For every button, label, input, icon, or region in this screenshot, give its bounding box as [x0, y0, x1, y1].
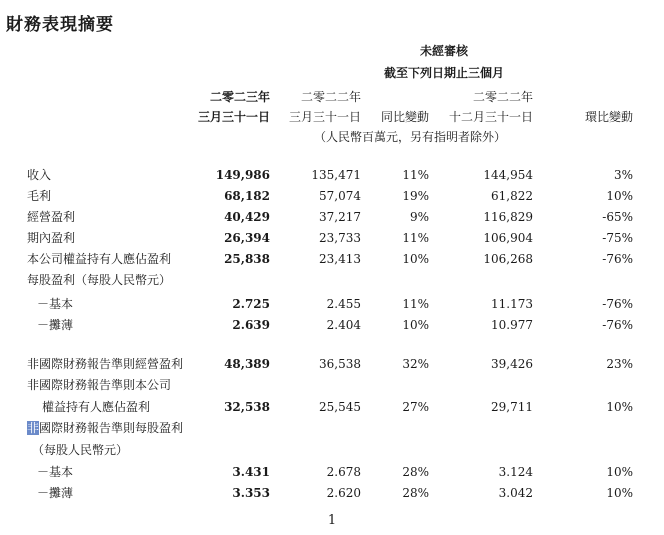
cell-yoy: 27% — [402, 400, 429, 414]
cell-2023q1: 149,986 — [215, 168, 270, 182]
col2-header-line1: 二零二二年 — [300, 90, 361, 104]
cell-qoq: -76% — [602, 297, 633, 311]
table-row — [0, 462, 664, 482]
cell-2023q1: 48,389 — [224, 357, 270, 371]
row-label-rest: 國際財務報告準則每股盈利 — [39, 421, 184, 435]
cell-2022q1: 2.678 — [326, 465, 361, 479]
row-label: 非國際財務報告準則經營盈利 — [27, 357, 184, 371]
table-row — [0, 249, 664, 269]
cell-2022q1: 2.404 — [326, 318, 361, 332]
cell-2022q1: 57,074 — [319, 189, 361, 203]
row-label: －攤薄 — [37, 486, 74, 500]
text-selection[interactable]: 非 — [27, 421, 40, 435]
col4-header-line2: 十二月三十一日 — [448, 110, 533, 124]
cell-yoy: 10% — [402, 318, 429, 332]
table-row — [0, 294, 664, 314]
cell-2022q1: 135,471 — [311, 168, 361, 182]
row-label: －攤薄 — [37, 318, 74, 332]
cell-2023q1: 26,394 — [224, 231, 270, 245]
col2-header-line2: 三月三十一日 — [288, 110, 361, 124]
unit-note: （人民幣百萬元，另有指明者除外） — [313, 130, 506, 144]
cell-qoq: -65% — [602, 210, 633, 224]
row-label: 非國際財務報告準則本公司 — [27, 378, 172, 392]
cell-yoy: 11% — [402, 297, 429, 311]
cell-2023q1: 2.639 — [232, 318, 270, 332]
row-label: 毛利 — [27, 189, 52, 203]
cell-2022q4: 10.977 — [491, 318, 533, 332]
cell-yoy: 19% — [402, 189, 429, 203]
table-row — [0, 315, 664, 335]
cell-2022q1: 25,545 — [319, 400, 361, 414]
row-label: 本公司權益持有人應佔盈利 — [27, 252, 172, 266]
table-row — [0, 397, 664, 417]
cell-2023q1: 68,182 — [224, 189, 270, 203]
table-row — [0, 186, 664, 206]
cell-qoq: 10% — [606, 486, 633, 500]
cell-qoq: 23% — [606, 357, 633, 371]
cell-2022q1: 23,413 — [319, 252, 361, 266]
cell-2022q4: 11.173 — [491, 297, 533, 311]
cell-2023q1: 40,429 — [224, 210, 270, 224]
cell-2023q1: 3.353 — [232, 486, 270, 500]
cell-2022q1: 23,733 — [319, 231, 361, 245]
cell-2023q1: 25,838 — [224, 252, 270, 266]
cell-2022q1: 36,538 — [319, 357, 361, 371]
table-row — [0, 418, 664, 438]
row-label: 權益持有人應佔盈利 — [42, 400, 151, 414]
row-label: －基本 — [37, 297, 74, 311]
cell-yoy: 32% — [402, 357, 429, 371]
col3-header: 同比變動 — [380, 110, 429, 124]
cell-2022q4: 106,904 — [483, 231, 533, 245]
cell-2022q4: 3.124 — [498, 465, 533, 479]
row-label[interactable] — [27, 418, 183, 438]
table-row — [0, 483, 664, 503]
cell-qoq: -76% — [602, 252, 633, 266]
cell-yoy: 11% — [402, 168, 429, 182]
col1-header-line1: 二零二三年 — [209, 90, 270, 104]
cell-yoy: 11% — [402, 231, 429, 245]
cell-qoq: 10% — [606, 189, 633, 203]
cell-yoy: 28% — [402, 465, 429, 479]
table-row — [0, 165, 664, 185]
cell-qoq: 10% — [606, 400, 633, 414]
table-row — [0, 375, 664, 395]
cell-2022q1: 37,217 — [319, 210, 361, 224]
col4-header-line1: 二零二二年 — [472, 90, 533, 104]
row-label: 收入 — [27, 168, 52, 182]
cell-2022q4: 144,954 — [483, 168, 533, 182]
cell-2022q4: 39,426 — [491, 357, 533, 371]
cell-qoq: -75% — [602, 231, 633, 245]
cell-2022q1: 2.455 — [326, 297, 361, 311]
cell-qoq: 3% — [613, 168, 633, 182]
cell-qoq: 10% — [606, 465, 633, 479]
table-row — [0, 270, 664, 290]
cell-qoq: -76% — [602, 318, 633, 332]
cell-yoy: 9% — [409, 210, 429, 224]
row-label: 經營盈利 — [27, 210, 76, 224]
col1-header-line2: 三月三十一日 — [197, 110, 270, 124]
cell-2023q1: 2.725 — [232, 297, 270, 311]
cell-2022q4: 116,829 — [483, 210, 533, 224]
cell-yoy: 28% — [402, 486, 429, 500]
cell-2023q1: 32,538 — [224, 400, 270, 414]
cell-2022q4: 106,268 — [483, 252, 533, 266]
cell-2022q4: 29,711 — [491, 400, 533, 414]
cell-yoy: 10% — [402, 252, 429, 266]
table-row — [0, 354, 664, 374]
cell-2022q1: 2.620 — [326, 486, 361, 500]
header-period: 截至下列日期止三個月 — [383, 66, 504, 80]
table-row — [0, 207, 664, 227]
row-label: 每股盈利（每股人民幣元） — [27, 273, 172, 287]
row-label: （每股人民幣元） — [32, 443, 129, 457]
row-label: 期內盈利 — [27, 231, 76, 245]
cell-2022q4: 3.042 — [498, 486, 533, 500]
cell-2023q1: 3.431 — [232, 465, 270, 479]
page-number: 1 — [327, 513, 337, 528]
row-label: －基本 — [37, 465, 74, 479]
table-row — [0, 440, 664, 460]
table-row — [0, 228, 664, 248]
col5-header: 環比變動 — [584, 110, 633, 124]
page-title: 財務表現摘要 — [6, 15, 114, 35]
header-unaudited: 未經審核 — [419, 44, 468, 58]
cell-2022q4: 61,822 — [491, 189, 533, 203]
